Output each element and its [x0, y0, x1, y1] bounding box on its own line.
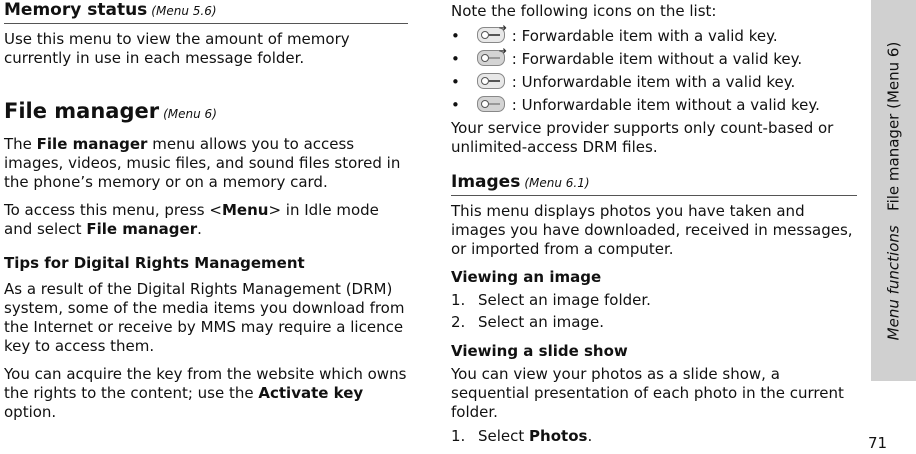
images-text: This menu displays photos you have taken and images you have downloaded, received in messages, or imported from a computer. — [451, 202, 853, 258]
drm-para-2-text: You can acquire the key from the website which owns the rights to the content; use the — [4, 365, 407, 402]
right-column — [451, 0, 857, 446]
photos-label: Photos — [529, 427, 588, 445]
bullet: • — [451, 96, 460, 114]
forwardable-valid-key-icon: ➜ — [477, 27, 505, 43]
support-text: Your service provider supports only count-based or unlimited-access DRM files. — [451, 119, 834, 156]
list-item — [451, 94, 857, 117]
access-text-mid: > in Idle mode and select — [4, 201, 379, 238]
step-text: Select — [478, 427, 530, 445]
left-column — [4, 0, 408, 422]
unforwardable-no-key-icon — [477, 96, 505, 112]
drm-para-2 — [4, 365, 408, 422]
memory-status-title: Memory status — [4, 0, 148, 20]
access-text-end: . — [197, 220, 202, 238]
memory-status-menu: (Menu 5.6) — [151, 4, 217, 18]
forwardable-no-key-icon: ➜ — [477, 50, 505, 66]
drm-heading: Tips for Digital Rights Management — [4, 254, 305, 272]
access-text: To access this menu, press < — [4, 201, 222, 219]
icon-desc: : Unforwardable item with a valid key. — [511, 73, 796, 91]
file-manager-heading — [4, 98, 408, 127]
images-title: Images — [451, 172, 521, 192]
file-manager-intro — [4, 135, 408, 192]
bullet: • — [451, 73, 460, 91]
intro-text: The — [4, 135, 37, 153]
slide-show-text: You can view your photos as a slide show, a sequential presentation of each photo in the current folder. — [451, 365, 844, 421]
section-name: File manager (Menu 6) — [884, 41, 902, 211]
step-number: 1. — [451, 291, 466, 309]
chapter-tab — [871, 0, 916, 381]
step-text-end: . — [587, 427, 593, 445]
file-manager-access — [4, 201, 408, 239]
icon-list — [451, 25, 857, 117]
viewing-image-heading: Viewing an image — [451, 268, 602, 286]
drm-para-2-end: option. — [4, 403, 57, 421]
intro-text-rest: menu allows you to access images, videos, music files, and sound files stored in the phone’s memory or on a memory card. — [4, 135, 401, 191]
memory-status-text: Use this menu to view the amount of memory currently in use in each message folder. — [4, 30, 350, 67]
step-text: Select an image. — [478, 313, 604, 331]
icon-desc: : Forwardable item without a valid key. — [511, 50, 803, 68]
images-menu: (Menu 6.1) — [524, 176, 590, 190]
list-item — [451, 291, 857, 310]
bullet: • — [451, 27, 460, 45]
step-number: 1. — [451, 427, 466, 445]
list-item — [451, 71, 857, 94]
icons-intro: Note the following icons on the list: — [451, 2, 717, 20]
file-manager-title: File manager — [4, 99, 160, 123]
images-heading — [451, 172, 857, 196]
activate-key-label: Activate key — [258, 384, 364, 402]
icon-desc: : Forwardable item with a valid key. — [511, 27, 778, 45]
bullet: • — [451, 50, 460, 68]
page-number: 71 — [868, 434, 888, 452]
step-text: Select an image folder. — [478, 291, 651, 309]
slide-show-heading: Viewing a slide show — [451, 342, 628, 360]
file-manager-menu: (Menu 6) — [163, 107, 217, 121]
memory-status-heading — [4, 0, 408, 24]
list-item — [451, 427, 857, 446]
drm-para-1: As a result of the Digital Rights Management (DRM) system, some of the media items you download from the Internet or receive by MMS may require a licence key to access them. — [4, 280, 405, 355]
chapter-name: Menu functions — [884, 224, 902, 340]
access-key: Menu — [221, 201, 269, 219]
list-item — [451, 313, 857, 332]
step-number: 2. — [451, 313, 466, 331]
list-item — [451, 48, 857, 71]
icon-desc: : Unforwardable item without a valid key. — [511, 96, 820, 114]
access-bold: File manager — [86, 220, 198, 238]
unforwardable-valid-key-icon — [477, 73, 505, 89]
list-item — [451, 25, 857, 48]
chapter-tab-label — [884, 41, 903, 340]
intro-bold: File manager — [36, 135, 148, 153]
